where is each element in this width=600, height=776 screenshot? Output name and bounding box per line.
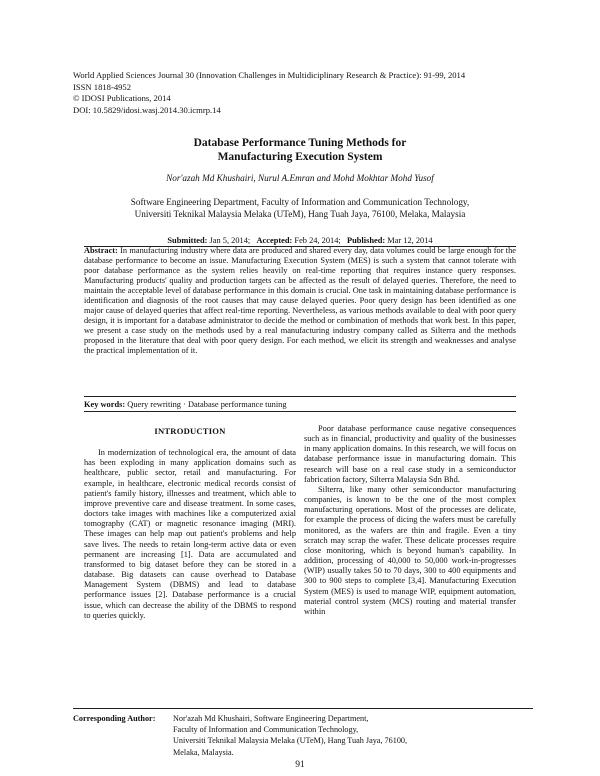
corresponding-line-2: Faculty of Information and Communication Technology, bbox=[173, 725, 359, 735]
doi[interactable]: DOI: 10.5829/idosi.wasj.2014.30.icmrp.14 bbox=[73, 104, 221, 115]
accepted-date: Feb 24, 2014; bbox=[294, 236, 341, 245]
copyright: © IDOSI Publications, 2014 bbox=[73, 93, 171, 103]
published-label: Published: bbox=[346, 236, 386, 245]
abstract-label: Abstract: bbox=[84, 246, 118, 255]
submitted-label: Submitted: bbox=[167, 236, 208, 245]
journal-citation: World Applied Sciences Journal 30 (Innovation Challenges in Multidiciplinary Research & Practice): 91-99, 2014 bbox=[73, 70, 466, 80]
corresponding-line-1: Nor'azah Md Khushairi, Software Engineering Department, bbox=[173, 714, 369, 723]
journal-header bbox=[73, 70, 533, 116]
right-column bbox=[304, 424, 516, 617]
affiliation bbox=[73, 197, 527, 221]
abstract-text: In manufacturing industry where data are produced and shared every day, data volumes could be large enough for the database performance to become an issue. Manufacturing Execution System (MES) is such a system that cannot tolerate with poor database performance as the system relies heavily on real-time reporting that requires instance query responses. Manufacturing products' quality and production targets can be affected as the result of delayed queries. Therefore, the need to maintain the acceptable level of database performance in this domain is crucial. One task in maintaining database performance is identification and diagnosis of the root causes that may cause delayed queries. Poor query design has been identified as one major cause of delayed queries that affect real-time reporting. Nevertheless, as various methods available to deal with poor query design, it is important for a database administrator to decide the method or combination of methods that work best. In this paper, we present a case study on the methods used by a real manufacturing industry company called as Silterra and the methods proposed in the literature that deal with poor query design. For each method, we elicit its strength and weaknesses and analyse the practical implementation of it. bbox=[84, 246, 516, 356]
published-date: Mar 12, 2014 bbox=[387, 236, 433, 245]
issn: ISSN 1818-4952 bbox=[73, 81, 132, 92]
title-line-2: Manufacturing Execution System bbox=[217, 151, 383, 163]
corresponding-line-3: Universiti Teknikal Malaysia Melaka (UTeM), Hang Tuah Jaya, 76100, bbox=[173, 736, 408, 746]
intro-paragraph-right-1: Poor database performance cause negative consequences such as in financial, productivity and quality of the businesses in many application domains. In this research, we will focus on database performance issue in manufacturing domain. This research will base on a real case study in a semiconductor fabrication factory, Silterra Malaysia Sdn Bhd. bbox=[304, 424, 516, 484]
keywords bbox=[84, 400, 516, 409]
keywords-top-rule bbox=[84, 396, 516, 397]
accepted-label: Accepted: bbox=[256, 236, 293, 245]
authors: Nor'azah Md Khushairi, Nurul A.Emran and Mohd Mokhtar Mohd Yusof bbox=[166, 173, 434, 183]
corresponding-details bbox=[173, 713, 533, 758]
footer-rule bbox=[73, 708, 533, 709]
publication-dates bbox=[73, 236, 527, 245]
affiliation-line-1: Software Engineering Department, Faculty of Information and Communication Technology, bbox=[130, 197, 470, 207]
page-number: 91 bbox=[295, 760, 305, 770]
abstract bbox=[84, 246, 516, 357]
corresponding-line-4: Melaka, Malaysia. bbox=[173, 747, 234, 757]
paper-title bbox=[100, 136, 500, 164]
left-column bbox=[84, 424, 296, 621]
affiliation-line-2: Universiti Teknikal Malaysia Melaka (UTeM), Hang Tuah Jaya, 76100, Melaka, Malaysia bbox=[134, 208, 466, 219]
keywords-bottom-rule bbox=[84, 411, 516, 412]
title-line-1: Database Performance Tuning Methods for bbox=[193, 137, 407, 149]
keywords-label: Key words: bbox=[84, 400, 126, 409]
intro-paragraph-right-2: Silterra, like many other semiconductor manufacturing companies, is known to be the one of the most complex manufacturing operations. Most of the processes are delicate, for example the process of dicing the wafers must be carefully monitored, as the wafers are thin and fragile. Even a tiny scratch may scrap the wafer. These delicate processes require close monitoring, which is beyond human's capability. In addition, processing of 40,000 to 50,000 work-in-progresses (WIP) usually takes 50 to 70 days, 300 to 400 equipments and 300 to 900 steps to complete [3,4]. Manufacturing Execution System (MES) is used to manage WIP, equipment automation, material control system (MCS) routing and material transfer within bbox=[304, 484, 516, 616]
keywords-text: Query rewriting · Database performance tuning bbox=[127, 400, 287, 409]
submitted-date: Jan 5, 2014; bbox=[209, 236, 251, 245]
intro-paragraph-left: In modernization of technological era, the amount of data has been exploding in many application domains such as healthcare, public sector, retail and manufacturing. For example, in healthcare, electronic medical records consist of patient's family history, illnesses and treatment, which able to improve preventive care and disease treatment. In some cases, doctors take images with machines like a computerized axial tomography (CAT) or magnetic resonance imaging (MRI). These images can help map out patient's problems and help save lives. The needs to retain long-term active data or even permanent are increasing [1]. Data are accumulated and transformed to big dataset before they can be stored in a database. Big datasets can cause overhead to Database Management System (DBMS) and lead to database performance issues [2]. Database performance is a crucial issue, which can decrease the ability of the DBMS to respond to queries quickly. bbox=[84, 448, 296, 620]
corresponding-label: Corresponding Author: bbox=[73, 714, 156, 723]
introduction-heading: INTRODUCTION bbox=[154, 426, 226, 436]
